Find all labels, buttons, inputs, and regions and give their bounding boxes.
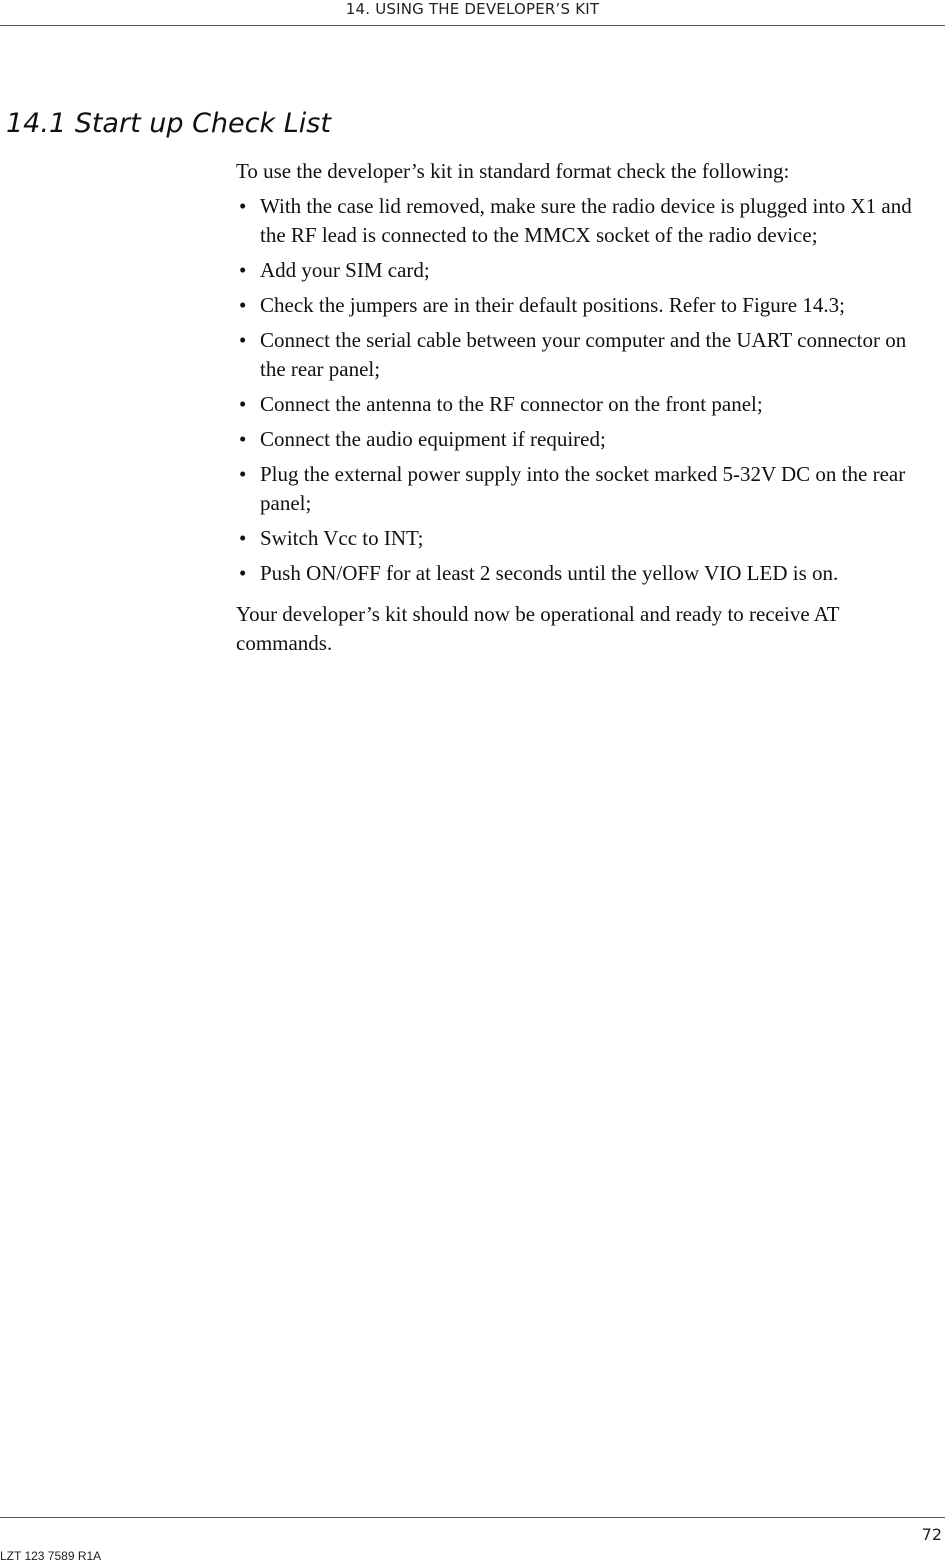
running-header: 14. USING THE DEVELOPER’S KIT	[0, 0, 945, 26]
bullet-icon: •	[239, 293, 247, 317]
bullet-icon: •	[239, 194, 247, 218]
checklist-item-text: Push ON/OFF for at least 2 seconds until the yellow VIO LED is on.	[260, 561, 839, 585]
intro-paragraph: To use the developer’s kit in standard format check the following:	[236, 159, 790, 183]
section-heading: 14.1 Start up Check List	[6, 108, 331, 139]
checklist-item	[236, 192, 936, 250]
outro-paragraph: Your developer’s kit should now be operational and ready to receive AT commands.	[236, 602, 840, 655]
bullet-icon: •	[239, 328, 247, 352]
checklist-item	[236, 425, 936, 454]
bullet-icon: •	[239, 462, 247, 486]
bullet-icon: •	[239, 392, 247, 416]
page-number: 72	[921, 1525, 942, 1544]
bullet-icon: •	[239, 561, 247, 585]
checklist-item-text: Connect the antenna to the RF connector on the front panel;	[260, 392, 763, 416]
document-id: LZT 123 7589 R1A	[0, 1549, 102, 1563]
bullet-icon: •	[239, 427, 247, 451]
checklist-item	[236, 256, 936, 285]
checklist-item-text: Switch Vcc to INT;	[260, 526, 424, 550]
checklist-item-text: Check the jumpers are in their default positions. Refer to Figure 14.3;	[260, 293, 845, 317]
checklist-item	[236, 390, 936, 419]
checklist-item	[236, 524, 936, 553]
checklist-item	[236, 460, 936, 518]
checklist-item-text: Add your SIM card;	[260, 258, 430, 282]
footer-divider	[0, 1517, 945, 1518]
checklist-item	[236, 326, 936, 384]
checklist-item-text: Plug the external power supply into the socket marked 5-32V DC on the rear panel;	[260, 462, 906, 515]
checklist-item-text: Connect the audio equipment if required;	[260, 427, 606, 451]
bullet-icon: •	[239, 258, 247, 282]
checklist-item-text: With the case lid removed, make sure the radio device is plugged into X1 and the RF lead is connected to the MMCX socket of the radio device;	[260, 194, 912, 247]
bullet-icon: •	[239, 526, 247, 550]
section-body	[236, 157, 936, 658]
checklist	[236, 192, 936, 588]
checklist-item	[236, 559, 936, 588]
checklist-item-text: Connect the serial cable between your computer and the UART connector on the rear panel;	[260, 328, 907, 381]
checklist-item	[236, 291, 936, 320]
